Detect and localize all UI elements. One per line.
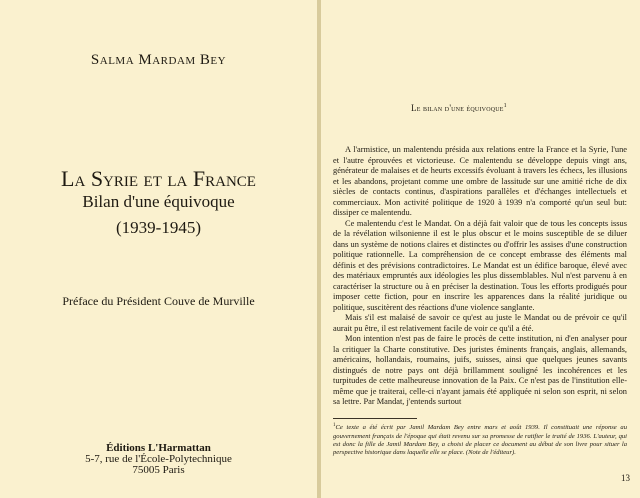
footnote [333, 422, 627, 458]
book-title: La Syrie et la France [61, 166, 256, 191]
book-subtitle: Bilan d'une équivoque [82, 192, 235, 211]
chapter-heading [411, 103, 631, 113]
footnote-marker: 1 [333, 423, 336, 428]
publisher-name: Éditions L'Harmattan [106, 442, 211, 454]
page-number: 13 [621, 473, 630, 483]
paragraph: Ce malentendu c'est le Mandat. On a déjà fait valoir que de tous les concepts issus de la révélation wilsonienne il est le plus obscur et le moins susceptible de se diluer dans un système de notions claires et distinctes ou d'offrir les assises d'une construction politique rationnelle. La compréhension de ce concept embrasse des éléments mal définis et des prévisions contradictoires. Le Mandat est un édifice baroque, élevé avec des matériaux empruntés aux idéologies les plus dissemblables. Nul n'est parvenu à en caractériser la structure ou à en préciser la destination. Tous les efforts prodigués pour imposer cette fiction, pour en inscrire les apparences dans la réalité juridique ou politique, suscitèrent des réactions d'une violence sanglante. [333, 218, 627, 312]
footnote-rule [333, 418, 417, 419]
book-dates: (1939-1945) [116, 218, 201, 237]
preface-credit: Préface du Président Couve de Murville [62, 294, 255, 308]
footnote-text: Ce texte a été écrit par Jamil Mardam Bey entre mars et août 1939. Il constituait une réponse au gouvernement français de l'époque qui était revenu sur sa promesse de ratifier le traité de 1936. L'auteur, qui est donc la fille de Jamil Mardam Bey, a choisi de placer ce document au début de son livre pour situer la perspective historique dans laquelle elle se place. (Note de l'éditeur). [333, 424, 627, 457]
chapter-heading-text: Le bilan d'une équivoque [411, 103, 504, 113]
body-text [333, 145, 627, 408]
left-page [0, 0, 317, 498]
paragraph: Mon intention n'est pas de faire le procès de cette institution, ni d'en analyser pour la critiquer la Charte constitutive. Des juristes éminents français, anglais, allemands, américains, hollandais, roumains, juifs, suisses, ainsi que quelques jeunes savants distingués de notre pays ont déjà brillamment souligné les incohérences et les turpitudes de cette malheureuse innovation de la Paix. Ce n'est pas de l'institution elle-même que je traiterai, celle-ci n'ayant jamais été appliquée ni selon son esprit, ni selon sa lettre. Par Mandat, j'entends surtout [333, 334, 627, 406]
right-page [321, 0, 640, 498]
publisher-city: 75005 Paris [132, 464, 185, 476]
chapter-footnote-marker: 1 [503, 103, 507, 109]
paragraph: Mais s'il est malaisé de savoir ce qu'est au juste le Mandat ou de prévoir ce qu'il aurait pu être, il est relativement facile de voir ce qu'il a été. [333, 313, 627, 333]
publisher-address: 5-7, rue de l'École-Polytechnique [85, 453, 232, 465]
publisher-block [0, 443, 317, 476]
author-name: Salma Mardam Bey [90, 52, 227, 68]
paragraph: A l'armistice, un malentendu présida aux relations entre la France et la Syrie, l'une et l'autre éprouvées et victorieuse. Ce malentendu se développe depuis vingt ans, générateur de malaises et de heurts excessifs évoluant à travers les échecs, les illusions et les abandons, projetant comme une ombre de lassitude sur une amitié riche de dix siècles de contacts continus, d'aspirations parallèles et d'échanges intellectuels et commerciaux. Mon activité politique de 1920 à 1939 n'a comporté qu'un seul but: dissiper ce malentendu. [333, 145, 627, 217]
